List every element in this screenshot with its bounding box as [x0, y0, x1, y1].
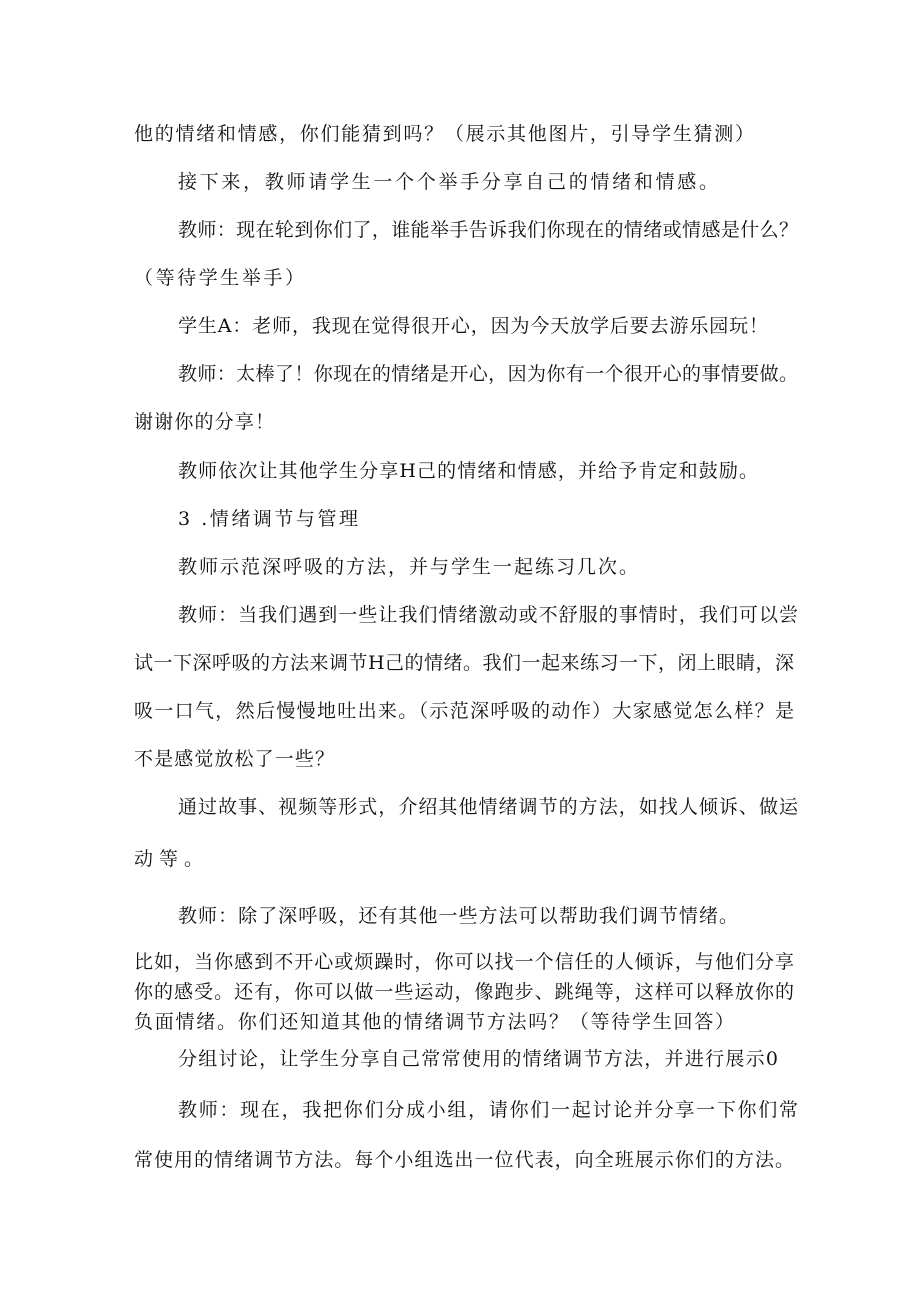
- text-line-10: 教师示范深呼吸的方法，并与学生一起练习几次。: [178, 556, 640, 578]
- text-line-18: 比如，当你感到不开心或烦躁时，你可以找一个信任的人倾诉，与他们分享: [134, 951, 796, 973]
- text-line-6: 教师：太棒了！你现在的情绪是开心，因为你有一个很开心的事情要做。: [178, 363, 799, 385]
- text-line-16: 动等。: [134, 848, 210, 870]
- text-line-19: 你的感受。还有，你可以做一些运动，像跑步、跳绳等，这样可以释放你的: [134, 981, 796, 1003]
- text-line-8: 教师依次让其他学生分享H己的情绪和情感，并给予肯定和鼓励。: [178, 460, 760, 482]
- text-line-21: 分组讨论，让学生分享自己常常使用的情绪调节方法，并进行展示0: [178, 1048, 780, 1070]
- text-line-12: 试一下深呼吸的方法来调节H己的情绪。我们一起来练习一下，闭上眼睛，深: [134, 652, 795, 674]
- section-heading: 3 .情绪调节与管理: [178, 508, 361, 530]
- text-line-3: 教师：现在轮到你们了，谁能举手告诉我们你现在的情绪或情感是什么？: [178, 219, 799, 241]
- text-line-22: 教师：现在，我把你们分成小组，请你们一起讨论并分享一下你们常: [178, 1099, 800, 1121]
- text-line-7: 谢谢你的分享！: [134, 411, 276, 433]
- text-line-4: （等待学生举手）: [134, 267, 307, 289]
- text-line-23: 常使用的情绪调节方法。每个小组选出一位代表，向全班展示你们的方法。: [134, 1149, 796, 1171]
- text-line-2: 接下来，教师请学生一个个举手分享自己的情绪和情感。: [178, 171, 721, 193]
- text-line-11: 教师：当我们遇到一些让我们情绪激动或不舒服的事情时，我们可以尝: [178, 604, 800, 626]
- text-line-5: 学生A：老师，我现在觉得很开心，因为今天放学后要去游乐园玩！: [178, 315, 769, 337]
- text-line-14: 不是感觉放松了一些？: [134, 748, 336, 770]
- text-line-17: 教师：除了深呼吸，还有其他一些方法可以帮助我们调节情绪。: [178, 905, 740, 927]
- text-line-13: 吸一口气，然后慢慢地吐出来。（示范深呼吸的动作）大家感觉怎么样？是: [134, 700, 796, 722]
- text-line-1: 他的情绪和情感，你们能猜到吗？（展示其他图片，引导学生猜测）: [134, 123, 756, 145]
- text-line-15: 通过故事、视频等形式，介绍其他情绪调节的方法，如找人倾诉、做运: [178, 796, 800, 818]
- text-line-20: 负面情绪。你们还知道其他的情绪调节方法吗？（等待学生回答）: [134, 1011, 736, 1033]
